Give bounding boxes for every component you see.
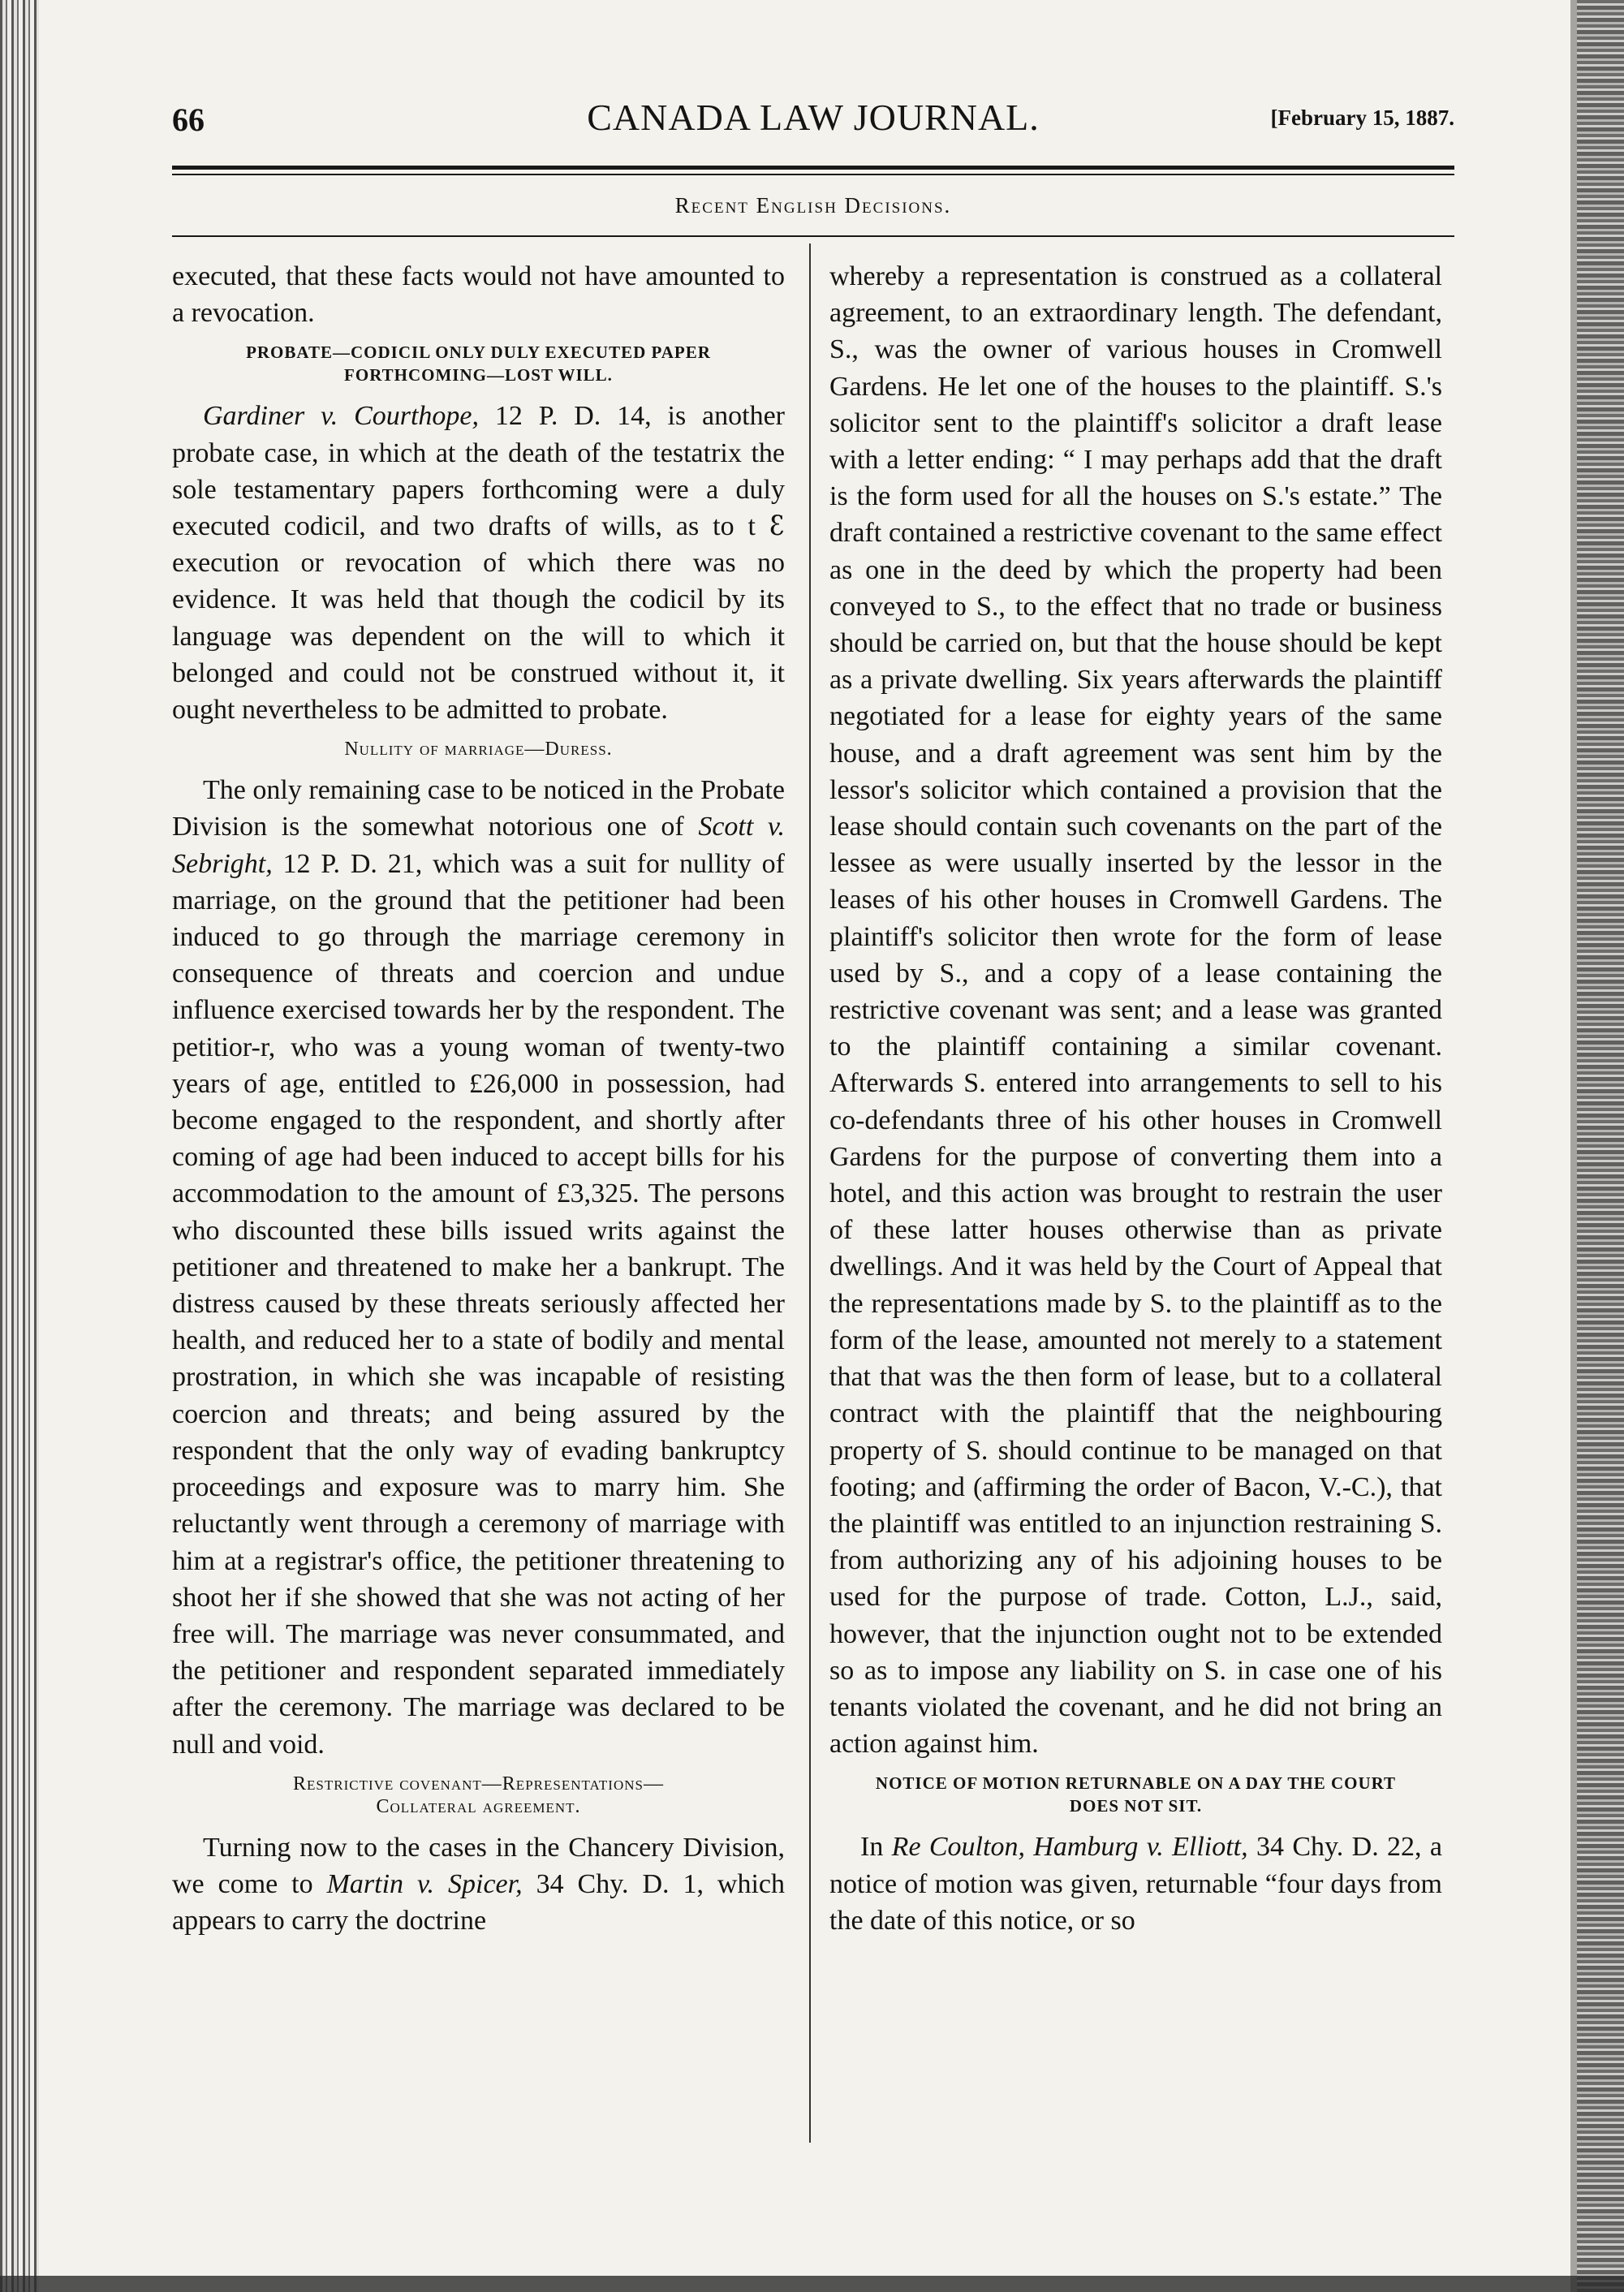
page-header	[172, 96, 1454, 153]
scan-edge-right-shadow	[1570, 0, 1577, 2292]
paragraph-gardiner	[172, 398, 785, 728]
scan-edge-bottom	[0, 2276, 1624, 2292]
section-rule	[172, 235, 1454, 237]
subheading-nullity: Nullity of marriage—Duress.	[344, 739, 613, 760]
subheading-notice-of-motion	[829, 1772, 1442, 1817]
case-name: Scott v. Sebright,	[172, 812, 785, 879]
page-number: 66	[172, 101, 205, 138]
subheading-probate-codicil	[172, 341, 785, 386]
subheading-line: NOTICE OF MOTION RETURNABLE ON A DAY THE COURT	[875, 1773, 1397, 1794]
paragraph-martin	[172, 1829, 785, 1940]
case-name: Re Coulton, Hamburg v. Elliott,	[891, 1832, 1248, 1863]
subheading-line: PROBATE—CODICIL ONLY DULY EXECUTED PAPER	[246, 343, 711, 363]
paragraph-text: 12 P. D. 21, which was a suit for nullity of marriage, on the ground that the petitioner had been induced to go through the marriage ceremony in consequence of threats and coercion and undue influence exercised towards her by the respondent. The petitior-r, who was a young woman of twenty-two years of age, entitled to £26,000 in possession, had become engaged to the respondent, and shortly after coming of age had been induced to accept bills for his accommodation to the amount of £3,325. The persons who discounted these bills issued writs against the petitioner and threatened to make her a bankrupt. The distress caused by these threats seriously affected her health, and reduced her to a state of bodily and mental prostration, in which she was incapable of resisting coercion and threats; and being assured by the respondent that the only way of evading bankruptcy proceedings and exposure was to marry him. She reluctantly went through a ceremony of marriage with him at a registrar's office, the petitioner threatening to shoot her if she showed that she was not acting of her free will. The marriage was never consummated, and the petitioner and respondent separated immediately after the ceremony. The marriage was declared to be null and void.	[172, 848, 785, 1760]
header-rule-thin	[172, 174, 1454, 175]
case-name: Martin v. Spicer,	[326, 1868, 523, 1899]
case-name: Gardiner v. Courthope,	[203, 401, 480, 432]
paragraph-text: 12 P. D. 14, is another probate case, in which at the death of the testatrix the sole testamentary papers forthcoming were a duly executed codicil, and two drafts of wills, as to t ꜫ execution or revocation of which there was no evidence. It was held that though the codicil by its language was dependent on the will to which it belonged and could not be construed without it, it ought nevertheless to be admitted to probate.	[172, 401, 785, 726]
issue-date: [February 15, 1887.	[1270, 106, 1454, 130]
header-rule-thick	[172, 166, 1454, 170]
subheading-restrictive-covenant	[172, 1773, 785, 1818]
paragraph-text: The only remaining case to be noticed in the Probate Division is the somewhat notorious one of	[172, 775, 785, 842]
column-divider	[809, 243, 811, 2143]
right-column	[829, 258, 1442, 1939]
paragraph-text: 34 Chy. D. 1, which appears to carry the doctrine	[172, 1868, 785, 1937]
left-column	[172, 258, 785, 1939]
subheading-line: Collateral agreement.	[376, 1795, 581, 1817]
subheading-line: DOES NOT SIT.	[1069, 1796, 1203, 1816]
scan-edge-left	[0, 0, 39, 2292]
paragraph-scott	[172, 772, 785, 1762]
paragraph-text: Turning now to the cases in the Chancery Division, we come to	[172, 1832, 785, 1899]
paragraph-text: In	[860, 1832, 892, 1863]
paragraph-coulton	[829, 1829, 1442, 1939]
paragraph: whereby a representation is construed as a collateral agreement, to an extraordinary length. The defendant, S., was the owner of various houses in Cromwell Gardens. He let one of the houses to the plaintiff. S.'s solicitor sent to the plaintiff's solicitor a draft lease with a letter ending: “ I may perhaps add that the draft is the form used for all the houses on S.'s estate.” The draft contained a restrictive covenant to the same effect as one in the deed by which the property had been conveyed to S., to the effect that no trade or business should be carried on, but that the house should be kept as a private dwelling. Six years afterwards the plaintiff negotiated for a lease for eighty years of the same house, and a draft agreement was sent him by the lessor's solicitor which contained a provision that the lease should contain such covenants on the part of the lessee as were usually inserted by the lessor in the leases of his other houses in Cromwell Gardens. The plaintiff's solicitor then wrote for the form of lease used by S., and a copy of a lease containing the restrictive covenant was sent; and a lease was granted to the plaintiff containing a similar covenant. Afterwards S. entered into arrangements to sell to his co-defendants three of his other houses in Cromwell Gardens for the purpose of converting them into a hotel, and this action was brought to restrain the user of these latter houses otherwise than as private dwellings. And it was held by the Court of Appeal that the representations made by S. to the plaintiff as to the form of the lease, amounted not merely to a statement that that was the then form of lease, but to a collateral contract with the plaintiff that the neighbouring property of S. should continue to be managed on that footing; and (affirming the order of Bacon, V.-C.), that the plaintiff was entitled to an injunction restraining S. from authorizing any of his adjoining houses to be used for the purpose of trade. Cotton, L.J., said, however, that the injunction ought not to be extended so as to impose any liability on S. in case one of his tenants violated the covenant, and he did not bring an action against him.	[829, 261, 1442, 1760]
subheading-line: FORTHCOMING—LOST WILL.	[344, 365, 613, 386]
journal-title: CANADA LAW JOURNAL.	[587, 97, 1040, 138]
paragraph-text: 34 Chy. D. 22, a notice of motion was given, returnable “four days from the date of this notice, or so	[829, 1832, 1442, 1936]
section-title: Recent English Decisions.	[674, 193, 952, 218]
subheading-line: Restrictive covenant—Representations—	[293, 1773, 664, 1794]
scan-edge-right	[1577, 0, 1624, 2292]
paragraph: executed, that these facts would not have amounted to a revocation.	[172, 261, 785, 329]
